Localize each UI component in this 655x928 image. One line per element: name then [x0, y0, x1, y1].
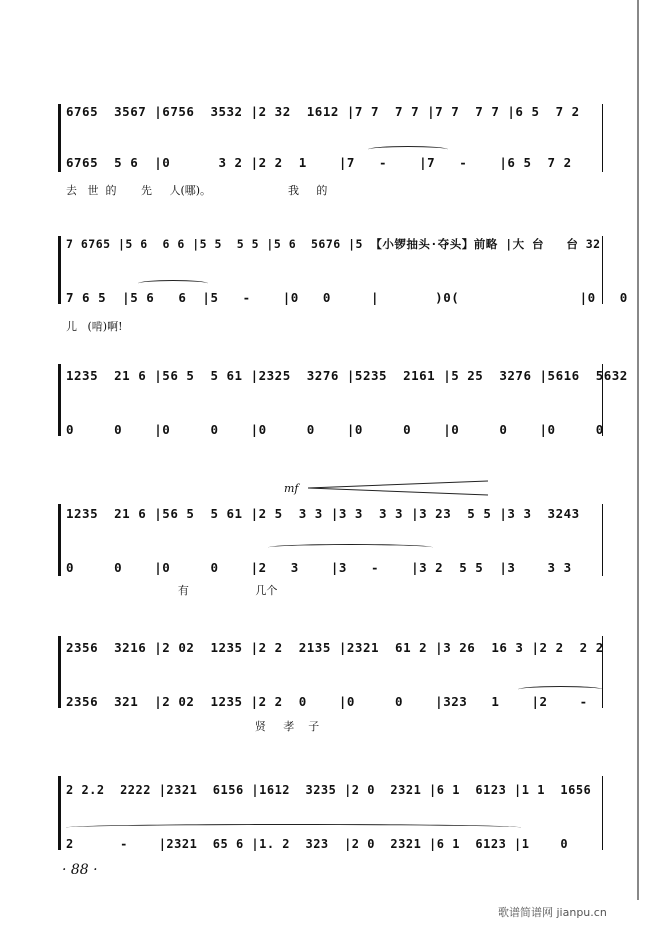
score-system-4 — [58, 478, 603, 608]
lyrics-line: 儿 (啃)啊! — [66, 320, 123, 333]
tie-arc — [518, 686, 603, 693]
system-brace — [58, 236, 61, 304]
crescendo-hairpin — [308, 480, 493, 496]
score-system-2 — [58, 228, 628, 338]
upper-staff: 2356 3216 |2 02 1235 |2 2 2135 |2321 61 2 |3 26 16 3 |2 2 2 2 — [66, 640, 604, 655]
lower-staff: 7 6 5 |5 6 6 |5 - |0 0 | )0( |0 0 — [66, 290, 628, 305]
lower-staff: 6765 5 6 |0 3 2 |2 2 1 |7 - |7 - |6 5 7 2 — [66, 155, 572, 170]
lyrics-line: 贤 孝 子 — [66, 720, 320, 733]
lower-staff: 0 0 |0 0 |0 0 |0 0 |0 0 |0 0 — [66, 422, 604, 437]
system-brace — [58, 504, 61, 576]
tie-arc — [138, 280, 208, 287]
system-brace — [58, 636, 61, 708]
site-watermark: 歌谱简谱网 jianpu.cn — [498, 906, 607, 919]
lyrics-line: 去 世 的 先 人(哪)。 我 的 — [66, 184, 328, 197]
upper-staff: 2 2.2 2222 |2321 6156 |1612 3235 |2 0 2321 |6 1 6123 |1 1 1656 — [66, 783, 592, 797]
lower-staff: 0 0 |0 0 |2 3 |3 - |3 2 5 5 |3 3 3 — [66, 560, 572, 575]
lower-staff: 2356 321 |2 02 1235 |2 2 0 |0 0 |323 1 |2 - — [66, 694, 588, 709]
tie-arc — [66, 824, 521, 831]
score-system-1 — [58, 96, 603, 206]
tie-arc — [268, 544, 433, 551]
system-brace — [58, 104, 61, 172]
score-system-6 — [58, 770, 603, 860]
system-brace — [58, 776, 61, 850]
dynamic-mf: mf — [284, 482, 299, 495]
upper-staff: 6765 3567 |6756 3532 |2 32 1612 |7 7 7 7 |7 7 7 7 |6 5 7 2 — [66, 104, 580, 119]
tie-arc — [368, 146, 448, 153]
lower-staff: 2 - |2321 65 6 |1. 2 323 |2 0 2321 |6 1 6123 |1 0 — [66, 837, 569, 851]
score-system-5 — [58, 630, 603, 740]
page-number: · 88 · — [62, 862, 98, 878]
upper-staff: 7 6765 |5 6 6 6 |5 5 5 5 |5 6 5676 |5 【小锣抽头·夺头】前略 |大 台 台 32 — [66, 237, 601, 251]
lyrics-line: 有 几个 — [66, 584, 278, 597]
score-system-3 — [58, 358, 628, 448]
page-edge-rule — [637, 0, 639, 900]
upper-staff: 1235 21 6 |56 5 5 61 |2325 3276 |5235 2161 |5 25 3276 |5616 5632 — [66, 368, 628, 383]
system-brace — [58, 364, 61, 436]
upper-staff: 1235 21 6 |56 5 5 61 |2 5 3 3 |3 3 3 3 |3 23 5 5 |3 3 3243 — [66, 506, 580, 521]
